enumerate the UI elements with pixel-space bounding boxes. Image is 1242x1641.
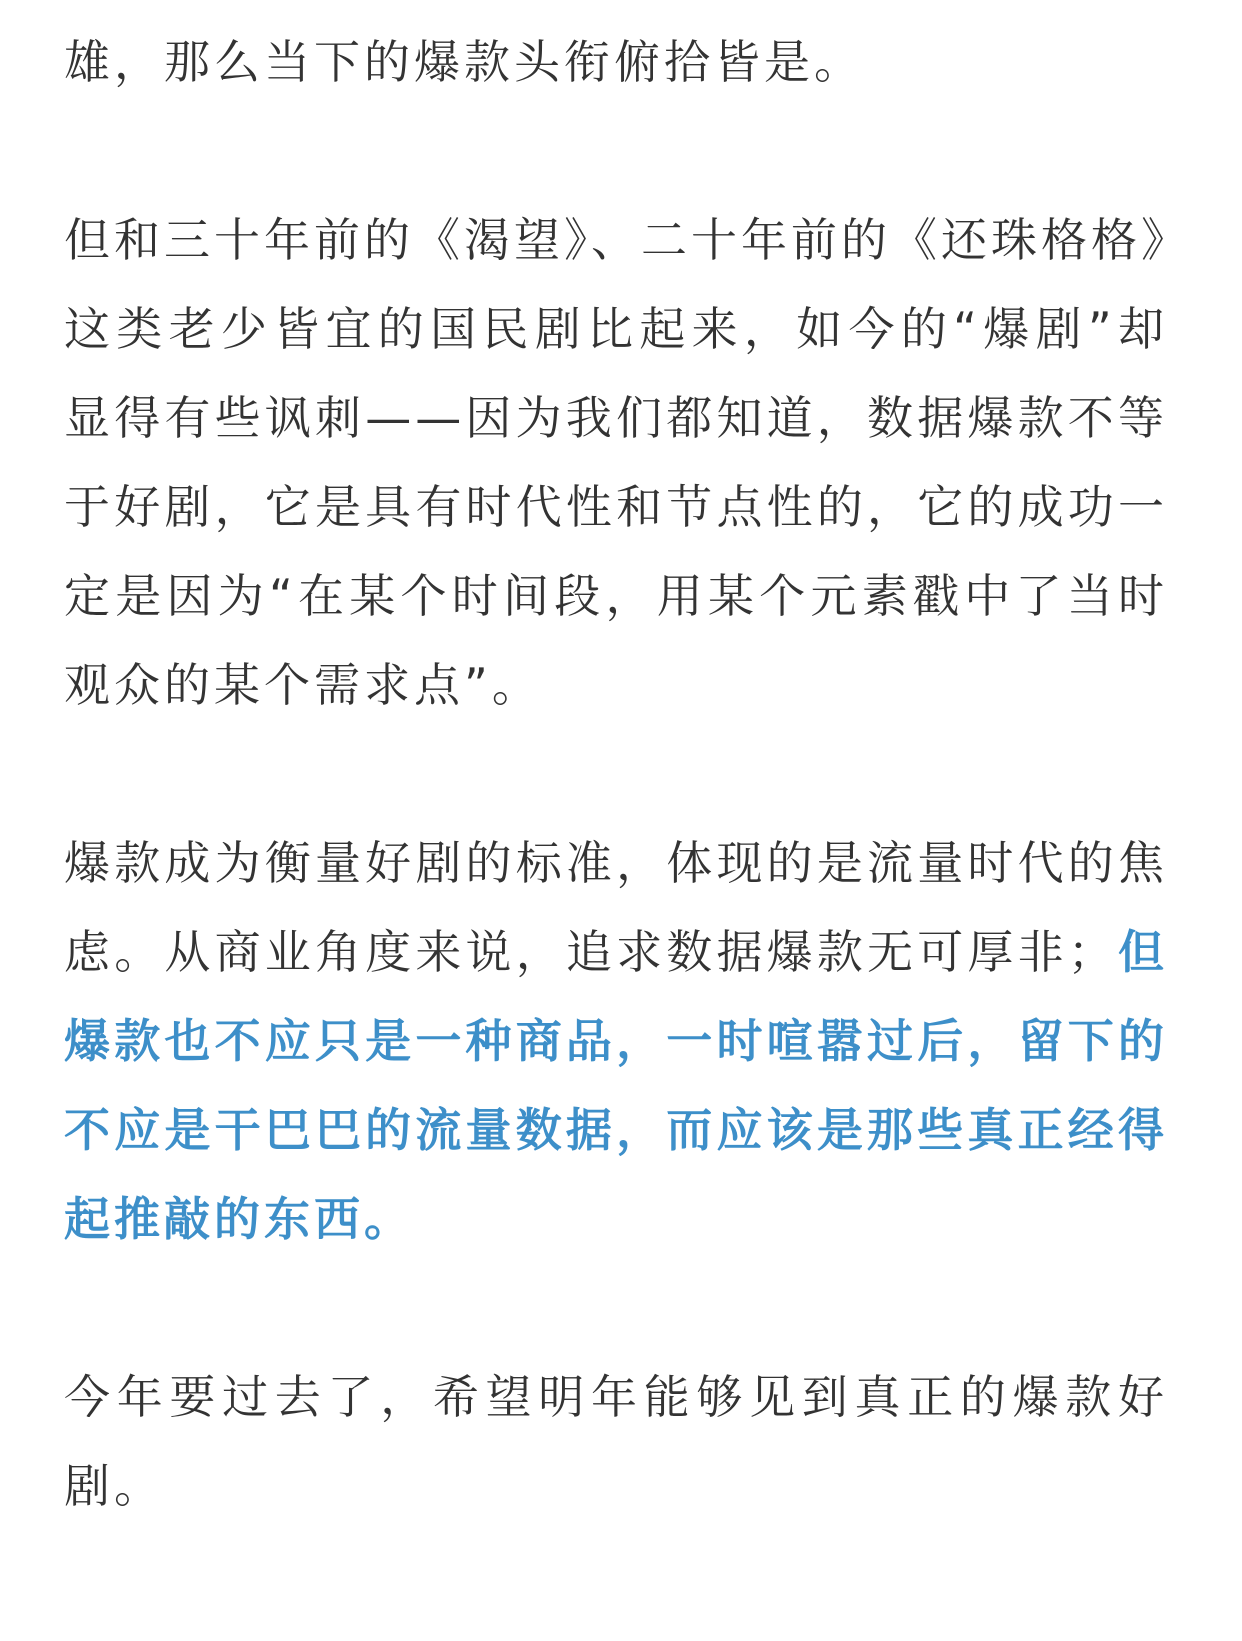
paragraph-3 bbox=[64, 819, 1168, 1264]
paragraph-4-text: 今年要过去了，希望明年能够见到真正的爆款好剧。 bbox=[64, 1370, 1168, 1513]
paragraph-1 bbox=[64, 18, 1168, 107]
paragraph-1-text: 雄，那么当下的爆款头衔俯拾皆是。 bbox=[64, 35, 864, 89]
paragraph-4 bbox=[64, 1353, 1168, 1531]
paragraph-2 bbox=[64, 196, 1168, 730]
paragraph-3-text: 爆款成为衡量好剧的标准，体现的是流量时代的焦虑。从商业角度来说，追求数据爆款无可厚非； bbox=[64, 836, 1168, 979]
highlighted-quote: 但爆款也不应只是一种商品，一时喧嚣过后，留下的不应是干巴巴的流量数据，而应该是那些真正经得起推敲的东西。 bbox=[64, 925, 1169, 1246]
article-body bbox=[64, 18, 1168, 1531]
paragraph-2-text: 但和三十年前的《渴望》、二十年前的《还珠格格》这类老少皆宜的国民剧比起来，如今的“爆剧”却显得有些讽刺——因为我们都知道，数据爆款不等于好剧，它是具有时代性和节点性的，它的成功一定是因为“在某个时间段，用某个元素戳中了当时观众的某个需求点”。 bbox=[64, 213, 1168, 712]
